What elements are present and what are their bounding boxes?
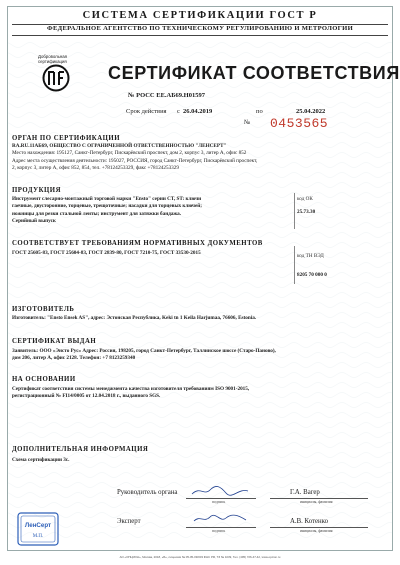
certification-body-details <box>12 143 257 173</box>
code-divider <box>294 246 295 284</box>
head-name-line <box>270 498 368 499</box>
okp-code <box>297 196 315 216</box>
issued-to-line: Заявитель: ООО «Энсто Рус» Адрес: Россия, 198205, город Санкт-Петербург, Таллинское шоссе (Старо-Паново), <box>12 348 276 354</box>
gost-r-logo-icon <box>42 63 70 93</box>
expert-name-line <box>270 527 368 528</box>
seal-stamp-icon <box>16 511 60 547</box>
serial-number: 0453565 <box>270 116 329 131</box>
issued-to-line: дом 206, литер А, офис 2128. Телефон: +7 8123259340 <box>12 355 136 362</box>
expert-label: Эксперт <box>117 518 141 525</box>
certification-body-line: Место нахождения: 195127, Санкт-Петербург, Пискарёвский проспект, дом 2, корпус 3, литер А, офис 852 <box>12 150 247 157</box>
tnved-code-value: 8205 70 000 0 <box>297 272 327 278</box>
product-line: гаечные, двусторонние, торцевые, трещоточные; насадки для торцевых ключей; <box>12 203 202 210</box>
registration-number <box>128 92 205 99</box>
product-line: Серийный выпуск <box>12 218 56 225</box>
product-details <box>12 196 282 226</box>
footer-imprint: АО «ОПЦИОН», Москва, 2018, «Б», лицензия № 05-05-09/003 ФНС РФ, ТЗ № 1039, Тел. (495) 726-47-42, www.opcion.ru <box>119 555 281 559</box>
requirements-title: СООТВЕТСТВУЕТ ТРЕБОВАНИЯМ НОРМАТИВНЫХ ДОКУМЕНТОВ <box>12 240 263 247</box>
product-line: Инструмент слесарно-монтажный торговой марки "Ensto" серии CT, ST: ключи <box>12 196 202 202</box>
basis-line: регистрационный № FI14/0005 от 12.04.2018 г., выданного SGS. <box>12 393 161 400</box>
expert-name: А.В. Котенко <box>290 518 329 525</box>
requirements-line: ГОСТ 25605-83, ГОСТ 25604-83, ГОСТ 2839-80, ГОСТ 7210-75, ГОСТ 33530-2015 <box>12 250 201 256</box>
okp-code-label: код ОК <box>297 196 313 202</box>
signature-caption: подпись <box>212 529 226 533</box>
okp-code-value: 25.73.30 <box>297 209 316 215</box>
issued-to-details <box>12 348 276 363</box>
serial-label: № <box>244 119 251 126</box>
head-name: Г.А. Вагер <box>290 489 320 496</box>
certification-body-line: Адрес места осуществления деятельности: 195027, РОССИЯ, город Санкт-Петербург, Пискарёвский проспект, <box>12 157 258 164</box>
issued-to-title: СЕРТИФИКАТ ВЫДАН <box>12 338 97 345</box>
logo-caption-line: сертификация <box>38 58 67 64</box>
svg-text:ЛенСерт: ЛенСерт <box>24 522 52 529</box>
svg-text:М.П.: М.П. <box>32 534 44 539</box>
validity-from-prefix: с <box>177 108 180 115</box>
expert-signature-mark <box>192 512 248 526</box>
code-divider <box>294 193 295 229</box>
header-divider <box>12 35 388 36</box>
certification-body-line: RA.RU.11АБ69, ОБЩЕСТВО С ОГРАНИЧЕННОЙ ОТВЕТСТВЕННОСТЬЮ "ЛЕНСЕРТ" <box>12 143 227 149</box>
basis-title: НА ОСНОВАНИИ <box>12 376 76 383</box>
validity-label: Срок действия <box>126 108 167 115</box>
additional-info-title: ДОПОЛНИТЕЛЬНАЯ ИНФОРМАЦИЯ <box>12 446 149 453</box>
manufacturer-title: ИЗГОТОВИТЕЛЬ <box>12 306 75 313</box>
certificate-title: СЕРТИФИКАТ СООТВЕТСТВИЯ <box>108 63 400 83</box>
logo-caption-line: Добровольная <box>38 54 67 59</box>
certification-body-title: ОРГАН ПО СЕРТИФИКАЦИИ <box>12 135 121 142</box>
certification-body-line: 2, корпус 3, литер А, офис 852, 854, тел. +78124253329, факс +78124253329 <box>12 165 179 172</box>
initials-caption: инициалы, фамилия <box>300 500 333 504</box>
head-label: Руководитель органа <box>117 489 178 496</box>
product-line: ножницы для резки стальной ленты; инструмент для затяжки бандажа. <box>12 210 182 217</box>
additional-info-line: Схема сертификации 3с. <box>12 457 70 463</box>
signature-caption: подпись <box>212 500 226 504</box>
agency-name: ФЕДЕРАЛЬНОЕ АГЕНТСТВО ПО ТЕХНИЧЕСКОМУ РЕГУЛИРОВАНИЮ И МЕТРОЛОГИИ <box>46 25 353 32</box>
expert-signature-line <box>186 527 256 528</box>
head-signature-mark <box>190 484 250 498</box>
basis-details <box>12 386 249 401</box>
tnved-code <box>297 253 327 279</box>
validity-to-label: по <box>256 108 263 115</box>
registration-number-value: № РОСС EE.АБ69.Н01597 <box>128 92 205 99</box>
product-title: ПРОДУКЦИЯ <box>12 187 62 194</box>
basis-line: Сертификат соответствия системы менеджмента качества изготовителя требованиям ISO 9001-2015, <box>12 386 250 392</box>
validity-from-date: 26.04.2019 <box>183 108 213 115</box>
tnved-code-label: код ТН ВЭД <box>297 253 324 259</box>
initials-caption: инициалы, фамилия <box>300 529 333 533</box>
head-signature-line <box>186 498 256 499</box>
validity-to-date: 25.04.2022 <box>296 108 326 115</box>
system-title: СИСТЕМА СЕРТИФИКАЦИИ ГОСТ Р <box>82 10 318 21</box>
manufacturer-line: Изготовитель: "Ensto Ensek AS", адрес: Эстонская Республика, Keki tn 1 Keila Harjumaa, 76606, Estonia. <box>12 315 257 321</box>
